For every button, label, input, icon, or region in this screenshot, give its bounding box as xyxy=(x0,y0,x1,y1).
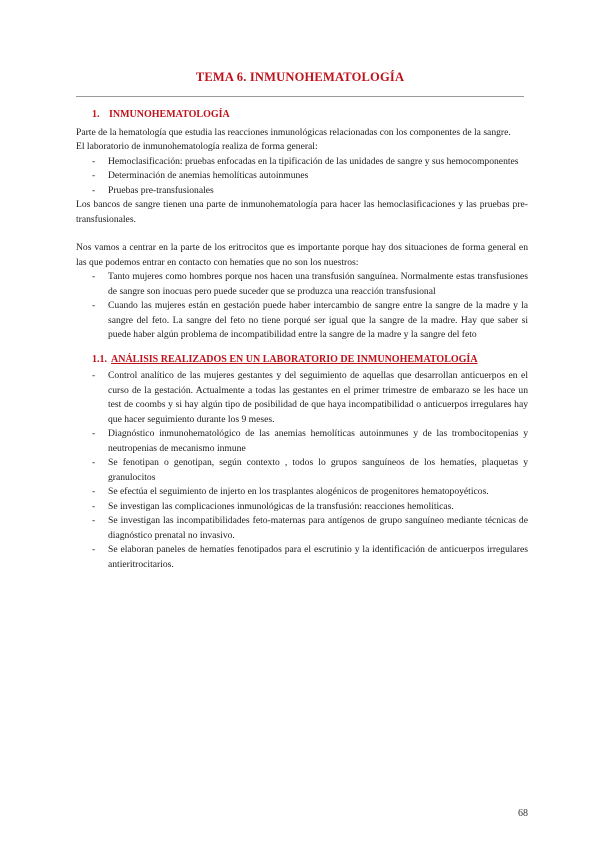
list-item-text: Se elaboran paneles de hematíes fenotipados para el escrutinio y la identificación de anticuerpos irregulares antieritrocitarios. xyxy=(108,544,528,570)
page-number: 68 xyxy=(518,808,528,819)
dash-bullet: - xyxy=(92,271,96,282)
page-title: TEMA 6. INMUNOHEMATOLOGÍA xyxy=(195,70,405,84)
title-divider xyxy=(76,96,524,97)
lab-analyses-list xyxy=(76,369,528,572)
dash-bullet: - xyxy=(92,544,96,555)
list-item-text: Se investigan las incompatibilidades feto-maternas para antígenos de grupo sanguíneo mediante técnicas de diagnóstico prenatal no invasivo. xyxy=(108,515,528,541)
list-item-text: Se investigan las complicaciones inmunológicas de la transfusión: reacciones hemolíticas. xyxy=(108,500,454,512)
dash-bullet: - xyxy=(92,170,96,181)
lab-functions-list xyxy=(76,155,528,199)
dash-bullet: - xyxy=(92,300,96,311)
section-1-paragraph-erythrocytes: Nos vamos a centrar en la parte de los eritrocitos que es importante porque hay dos situaciones de forma general en las que podemos entrar en contacto con hematíes que no son los nuestros: xyxy=(76,242,528,268)
dash-bullet: - xyxy=(92,370,96,381)
list-item-text: Tanto mujeres como hombres porque nos hacen una transfusión sanguínea. Normalmente estas transfusiones de sangre son inocuas pero puede suceder que se produzca una reacción transfusional xyxy=(108,271,528,297)
list-item xyxy=(76,369,528,427)
dash-bullet: - xyxy=(92,515,96,526)
contact-situations-list xyxy=(76,270,528,343)
section-1-number: 1. xyxy=(92,109,100,120)
list-item-text: Control analítico de las mujeres gestantes y del seguimiento de aquellas que desarrollan anticuerpos en el curso de la gestación. Actualmente a todas las gestantes en el primer trimestre de embarazo se les hace un test de coombs y si hay algún tipo de posibilidad de que haya incompatibilidad o anticuerpos irregulares hay que hacer seguimiento durante los 9 meses. xyxy=(108,370,528,425)
list-item xyxy=(76,169,528,184)
section-1-paragraph-definition: Parte de la hematología que estudia las reacciones inmunológicas relacionadas con los componentes de la sangre. xyxy=(76,126,511,138)
list-item-text: Pruebas pre-transfusionales xyxy=(108,184,214,196)
dash-bullet: - xyxy=(92,155,96,167)
list-item xyxy=(76,299,528,343)
dash-bullet: - xyxy=(92,184,96,196)
section-1-paragraph-lab-intro: El laboratorio de inmunohematología realiza de forma general: xyxy=(76,141,318,152)
dash-bullet: - xyxy=(92,428,96,439)
list-item xyxy=(76,456,528,485)
list-item xyxy=(76,427,528,456)
page-content xyxy=(76,108,528,572)
list-item xyxy=(76,485,528,500)
list-item xyxy=(76,500,528,515)
list-item-text: Cuando las mujeres están en gestación puede haber intercambio de sangre entre la sangre de la madre y la sangre del feto. La sangre del feto no tiene porqué ser igual que la sangre de la madre. Hay que saber si puede haber algún problema de incompatibilidad entre la sangre de la madre y la sangre del feto xyxy=(108,300,528,340)
dash-bullet: - xyxy=(92,500,96,512)
list-item xyxy=(76,155,528,170)
list-item xyxy=(76,270,528,299)
list-item-text: Se efectúa el seguimiento de injerto en los trasplantes alogénicos de progenitores hematopoyéticos. xyxy=(108,486,489,497)
list-item-text: Diagnóstico inmunohematológico de las anemias hemolíticas autoinmunes y de las trombocitopenias y neutropenias de mecanismo inmune xyxy=(108,428,528,454)
list-item xyxy=(76,543,528,572)
section-1-heading xyxy=(92,108,528,123)
section-1-1-number: 1.1. xyxy=(92,353,107,365)
list-item xyxy=(76,514,528,543)
dash-bullet: - xyxy=(92,486,96,497)
paragraph-spacer xyxy=(76,227,528,241)
list-item xyxy=(76,184,528,199)
section-1-1-title: ANÁLISIS REALIZADOS EN UN LABORATORIO DE INMUNOHEMATOLOGÍA xyxy=(111,353,478,365)
section-1-paragraph-blood-banks: Los bancos de sangre tienen una parte de inmunohematología para hacer las hemoclasificaciones y las pruebas pre-transfusionales. xyxy=(76,199,528,225)
section-1-title: INMUNOHEMATOLOGÍA xyxy=(109,109,230,120)
list-item-text: Se fenotipan o genotipan, según contexto , todos lo grupos sanguíneos de los hematíes, plaquetas y granulocitos xyxy=(108,457,528,483)
section-1-1-heading xyxy=(92,353,528,368)
dash-bullet: - xyxy=(92,457,96,468)
list-item-text: Hemoclasificación: pruebas enfocadas en la tipificación de las unidades de sangre y sus hemocomponentes xyxy=(108,155,519,167)
list-item-text: Determinación de anemias hemolíticas autoinmunes xyxy=(108,170,309,181)
